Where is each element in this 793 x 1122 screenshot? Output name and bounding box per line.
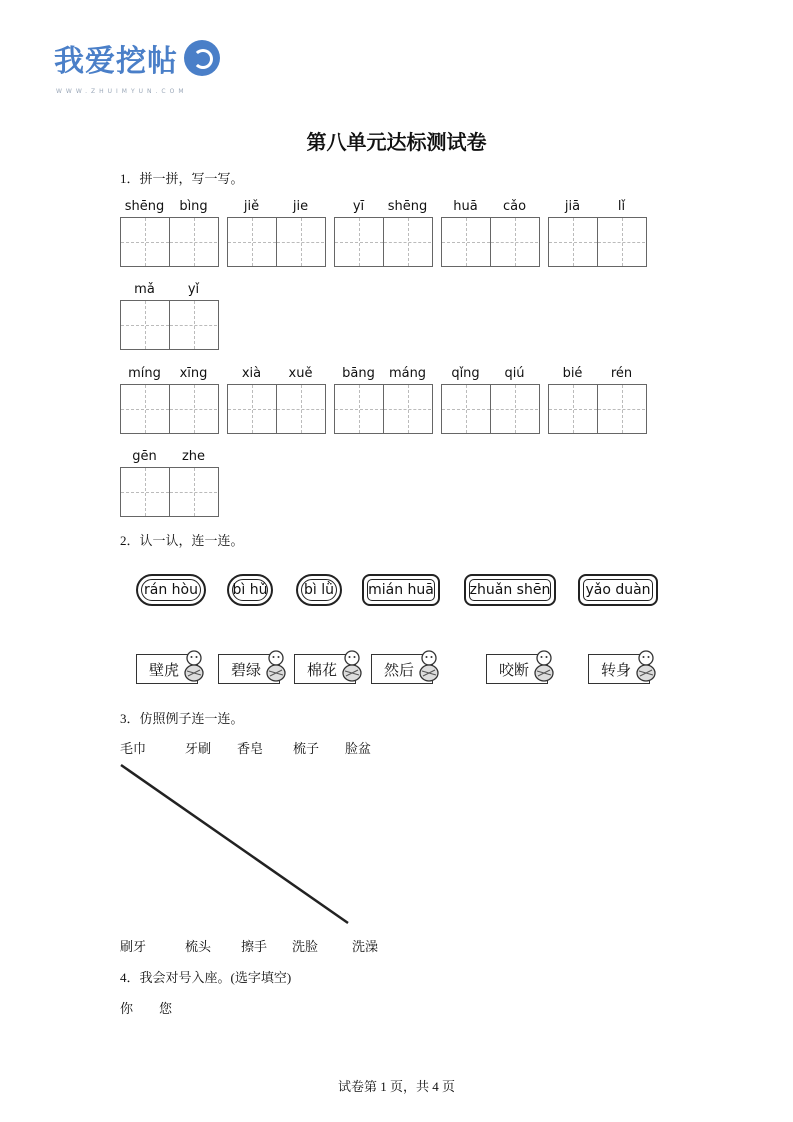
writing-cell — [228, 218, 276, 266]
pinyin-syllable: yǐ — [187, 282, 200, 297]
action-word: 刷牙 — [120, 939, 147, 954]
pinyin-capsule-text: yǎo duàn — [585, 582, 651, 598]
pinyin-capsule-text: mián huā — [368, 582, 434, 598]
pinyin-word-box — [227, 199, 326, 267]
pinyin-word-box — [334, 199, 433, 267]
writing-cell — [335, 218, 383, 266]
pinyin-syllable: mǎ — [134, 282, 155, 297]
pinyin-word-box — [120, 199, 219, 267]
pinyin-capsule-text: rán hòu — [144, 582, 198, 598]
pinyin-capsule — [227, 574, 273, 606]
example-connecting-line — [118, 762, 354, 928]
logo — [54, 38, 220, 78]
tianzige-grid — [120, 384, 219, 434]
pinyin-row — [441, 199, 540, 215]
question-4-label: 4．我会对号入座。(选字填空) — [120, 970, 292, 985]
pinyin-capsule-text: bì lǜ — [304, 582, 334, 598]
pinyin-row — [120, 366, 219, 382]
pinyin-word-box — [334, 366, 433, 434]
writing-cell — [169, 468, 217, 516]
item-word: 梳子 — [293, 741, 320, 756]
word-card-text: 然后 — [384, 662, 415, 679]
pinyin-syllable: xuě — [288, 366, 313, 381]
word-card-text: 壁虎 — [149, 662, 180, 679]
logo-url: WWW.ZHUIMYUN.COM — [56, 88, 188, 95]
pinyin-syllable: yī — [352, 199, 365, 214]
tianzige-grid — [548, 384, 647, 434]
writing-cell — [121, 468, 169, 516]
item-word: 牙刷 — [185, 741, 212, 756]
writing-cell — [121, 218, 169, 266]
pinyin-capsule-text: zhuǎn shēn — [469, 582, 551, 598]
pinyin-row — [120, 199, 219, 215]
pinyin-syllable: gēn — [132, 449, 157, 464]
action-word: 梳头 — [185, 939, 212, 954]
word-card — [486, 654, 548, 684]
pinyin-row — [548, 199, 647, 215]
word-card-text: 棉花 — [307, 662, 338, 679]
word-card-text: 咬断 — [499, 662, 530, 679]
tianzige-grid — [120, 467, 219, 517]
cartoon-mascot-icon — [263, 649, 289, 683]
tianzige-grid — [120, 217, 219, 267]
writing-cell — [549, 385, 597, 433]
pinyin-syllable: xīng — [179, 366, 208, 381]
pinyin-syllable: jiā — [564, 199, 581, 214]
writing-cell — [490, 218, 538, 266]
pinyin-syllable: jiě — [243, 199, 260, 214]
pinyin-word-box — [227, 366, 326, 434]
word-card — [218, 654, 280, 684]
pinyin-word-box — [120, 282, 219, 350]
pinyin-word-box — [120, 449, 219, 517]
page-footer: 试卷第 1 页，共 4 页 — [337, 1079, 455, 1094]
writing-cell — [442, 218, 490, 266]
tianzige-grid — [548, 217, 647, 267]
writing-cell — [549, 218, 597, 266]
tianzige-grid — [441, 384, 540, 434]
pinyin-syllable: xià — [241, 366, 262, 381]
item-word: 脸盆 — [345, 741, 372, 756]
pinyin-row — [548, 366, 647, 382]
word-card — [588, 654, 650, 684]
pinyin-word-box — [441, 366, 540, 434]
pinyin-capsule — [578, 574, 658, 606]
pinyin-syllable: rén — [610, 366, 633, 381]
writing-cell — [276, 385, 324, 433]
pinyin-syllable: qǐng — [451, 366, 480, 381]
writing-cell — [597, 218, 645, 266]
cartoon-mascot-icon — [181, 649, 207, 683]
pinyin-syllable: lǐ — [617, 199, 626, 214]
logo-text: 我爱挖帖 — [54, 44, 178, 79]
writing-cell — [597, 385, 645, 433]
cartoon-mascot-icon — [416, 649, 442, 683]
action-word: 擦手 — [241, 939, 268, 954]
writing-cell — [228, 385, 276, 433]
pinyin-row — [441, 366, 540, 382]
pinyin-row — [334, 366, 433, 382]
choice-character: 你 — [120, 1001, 134, 1016]
word-card-text: 转身 — [601, 662, 632, 679]
pinyin-syllable: shēng — [387, 199, 428, 214]
pinyin-capsule-text: bì hǔ — [232, 582, 268, 598]
pinyin-syllable: shēng — [124, 199, 165, 214]
word-card — [136, 654, 198, 684]
writing-cell — [169, 301, 217, 349]
tianzige-grid — [441, 217, 540, 267]
pinyin-capsule — [464, 574, 556, 606]
tianzige-grid — [120, 300, 219, 350]
writing-cell — [276, 218, 324, 266]
item-word: 毛巾 — [120, 741, 147, 756]
writing-cell — [335, 385, 383, 433]
word-card — [294, 654, 356, 684]
pinyin-row — [334, 199, 433, 215]
question-1-label: 1．拼一拼，写一写。 — [120, 171, 244, 186]
cartoon-mascot-icon — [339, 649, 365, 683]
tianzige-grid — [334, 384, 433, 434]
tianzige-grid — [227, 217, 326, 267]
pinyin-syllable: huā — [453, 199, 478, 214]
pinyin-syllable: zhe — [181, 449, 206, 464]
pinyin-row — [227, 366, 326, 382]
page-title: 第八单元达标测试卷 — [306, 132, 487, 154]
pinyin-word-box — [120, 366, 219, 434]
pinyin-word-box — [441, 199, 540, 267]
pinyin-word-box — [548, 366, 647, 434]
pinyin-syllable: míng — [128, 366, 161, 381]
pinyin-row — [120, 449, 219, 465]
cartoon-mascot-icon — [633, 649, 659, 683]
pinyin-row — [120, 282, 219, 298]
choice-character: 您 — [159, 1001, 173, 1016]
action-word: 洗澡 — [352, 939, 379, 954]
pinyin-word-box — [548, 199, 647, 267]
writing-cell — [169, 218, 217, 266]
pinyin-capsule — [362, 574, 440, 606]
writing-cell — [169, 385, 217, 433]
cartoon-mascot-icon — [531, 649, 557, 683]
pinyin-syllable: cǎo — [502, 199, 527, 214]
writing-cell — [121, 301, 169, 349]
writing-cell — [383, 385, 431, 433]
action-word: 洗脸 — [292, 939, 319, 954]
tianzige-grid — [227, 384, 326, 434]
writing-cell — [383, 218, 431, 266]
writing-cell — [442, 385, 490, 433]
logo-badge-icon — [184, 40, 220, 76]
pinyin-syllable: bié — [562, 366, 583, 381]
pinyin-capsule — [136, 574, 206, 606]
writing-cell — [121, 385, 169, 433]
question-3-label: 3．仿照例子连一连。 — [120, 711, 244, 726]
word-card-text: 碧绿 — [231, 662, 262, 679]
pinyin-row — [227, 199, 326, 215]
word-card — [371, 654, 433, 684]
pinyin-syllable: máng — [388, 366, 427, 381]
writing-cell — [490, 385, 538, 433]
question-2-label: 2．认一认，连一连。 — [120, 533, 244, 548]
pinyin-syllable: bāng — [342, 366, 375, 381]
pinyin-syllable: bìng — [179, 199, 208, 214]
item-word: 香皂 — [237, 741, 264, 756]
pinyin-syllable: jie — [292, 199, 309, 214]
tianzige-grid — [334, 217, 433, 267]
pinyin-capsule — [296, 574, 342, 606]
pinyin-syllable: qiú — [504, 366, 525, 381]
